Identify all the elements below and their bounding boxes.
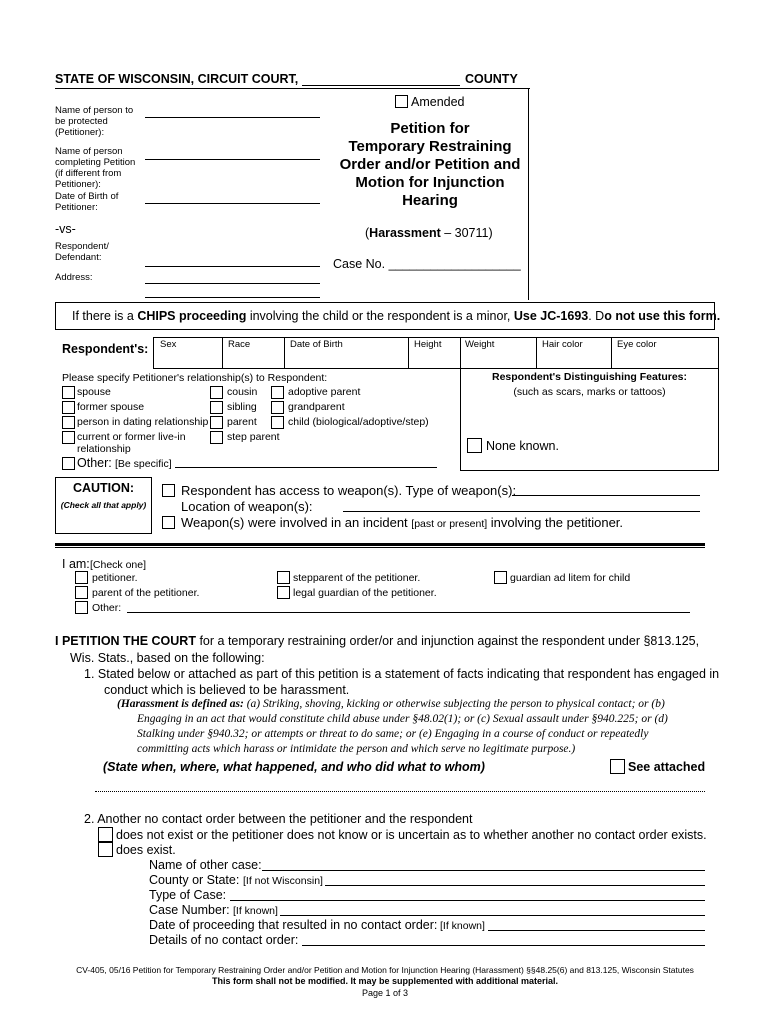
live-in-checkbox[interactable] (62, 431, 75, 444)
case-number-hint: [If known] (233, 905, 278, 917)
col-eye[interactable]: Eye color (617, 339, 657, 350)
proceeding-date-field[interactable] (488, 919, 705, 931)
respondents-label: Respondent's: (62, 342, 149, 356)
petitioner-dob-field[interactable] (145, 194, 320, 204)
iam-guardian-label: legal guardian of the petitioner. (293, 587, 437, 599)
item2-text: 2. Another no contact order between the petitioner and the respondent (84, 812, 473, 826)
dob-label: Date of Birth of Petitioner: (55, 191, 119, 213)
harassment-definition-2: Engaging in an act that would constitute child abuse under §48.02(1); or (c) Sexual assault under §940.225; or (d) (137, 713, 668, 725)
col-divider (222, 337, 223, 369)
weapon-access-checkbox[interactable] (162, 484, 175, 497)
features-subtitle: (such as scars, marks or tattoos) (513, 386, 666, 398)
iam-label: I am: (62, 557, 90, 571)
iam-other-label: Other: (92, 602, 122, 614)
respondent-name-field[interactable] (145, 257, 320, 267)
page-number: Page 1 of 3 (361, 988, 409, 998)
iam-gal-checkbox[interactable] (494, 571, 507, 584)
form-title: Petition for Temporary Restraining Order and/or Petition and Motion for Injunction Hearing (339, 120, 521, 209)
iam-petitioner-label: petitioner. (92, 572, 138, 584)
cousin-checkbox[interactable] (210, 386, 223, 399)
dating-checkbox[interactable] (62, 416, 75, 429)
col-weight[interactable]: Weight (465, 339, 495, 350)
grandparent-label: grandparent (288, 401, 345, 413)
see-attached-label: See attached (628, 760, 706, 774)
iam-other-field[interactable] (127, 602, 690, 613)
completing-label: Name of person completing Petition (if different from Petitioner): (55, 146, 136, 190)
iam-stepparent-checkbox[interactable] (277, 571, 290, 584)
versus-label: -vs- (55, 222, 76, 236)
other-case-name-label: Name of other case: (149, 858, 262, 872)
modification-notice: This form shall not be modified. It may be supplemented with additional material. (211, 976, 559, 986)
completing-name-field[interactable] (145, 150, 320, 160)
grandparent-checkbox[interactable] (271, 401, 284, 414)
petition-intro-2: Wis. Stats., based on the following: (70, 651, 265, 665)
col-race[interactable]: Race (228, 339, 251, 350)
caution-title: CAUTION: (72, 481, 135, 495)
case-type-field[interactable] (230, 889, 705, 901)
child-checkbox[interactable] (271, 416, 284, 429)
petition-intro: I PETITION THE COURT for a temporary restraining order/or and injunction against the respondent under §813.125, (55, 634, 700, 648)
case-number-label: Case Number: (149, 903, 230, 917)
iam-stepparent-label: stepparent of the petitioner. (293, 572, 421, 584)
adoptive-parent-checkbox[interactable] (271, 386, 284, 399)
other-relationship-checkbox[interactable] (62, 457, 75, 470)
caution-hint: (Check all that apply) (60, 500, 147, 510)
harassment-code: (Harassment – 30711) (365, 226, 493, 240)
live-in-label: current or former live-in relationship (77, 431, 186, 455)
none-known-checkbox[interactable] (467, 438, 482, 453)
other-relationship-label: Other: (77, 456, 112, 470)
harassment-definition-1: (Harassment is defined as: (a) Striking, shoving, kicking or otherwise subjecting the person to physical contact; or (b) (117, 698, 665, 710)
sibling-checkbox[interactable] (210, 401, 223, 414)
col-hair[interactable]: Hair color (542, 339, 583, 350)
see-attached-checkbox[interactable] (610, 759, 625, 774)
exist-label: does exist. (116, 843, 176, 857)
exist-checkbox[interactable] (98, 842, 113, 857)
weapon-type-field[interactable] (512, 484, 700, 496)
county-state-hint: [If not Wisconsin] (243, 875, 323, 887)
parent-label: parent (227, 416, 257, 428)
step-parent-label: step parent (227, 431, 280, 443)
iam-parent-checkbox[interactable] (75, 586, 88, 599)
chips-notice: If there is a CHIPS proceeding involving the child or the respondent is a minor, Use JC-1693. Do not use this form. (72, 309, 721, 323)
col-divider (408, 337, 409, 369)
iam-guardian-checkbox[interactable] (277, 586, 290, 599)
respondent-label: Respondent/ Defendant: (55, 241, 109, 263)
header-rule (55, 88, 530, 89)
amended-label: Amended (411, 95, 465, 109)
cousin-label: cousin (227, 386, 258, 398)
item1-text-2: conduct which is believed to be harassment. (104, 683, 350, 697)
spouse-label: spouse (77, 386, 111, 398)
not-exist-label: does not exist or the petitioner does not know or is uncertain as to whether another no contact order exists. (116, 828, 707, 842)
parent-checkbox[interactable] (210, 416, 223, 429)
weapon-incident-label: Weapon(s) were involved in an incident [past or present] involving the petitioner. (181, 515, 624, 530)
col-divider (536, 337, 537, 369)
iam-hint: [Check one] (90, 559, 147, 571)
details-label: Details of no contact order: (149, 933, 299, 947)
section-rule-thin (55, 547, 705, 548)
former-spouse-label: former spouse (77, 401, 145, 413)
weapon-location-label: Location of weapon(s): (181, 499, 313, 514)
county-field[interactable] (302, 73, 460, 86)
state-instruction: (State when, where, what happened, and who did what to whom) (103, 760, 485, 774)
sibling-label: sibling (227, 401, 257, 413)
other-relationship-hint: [Be specific] (115, 458, 172, 470)
amended-checkbox[interactable] (395, 95, 408, 108)
iam-petitioner-checkbox[interactable] (75, 571, 88, 584)
details-field[interactable] (302, 934, 705, 946)
child-label: child (biological/adoptive/step) (288, 416, 429, 428)
iam-other-checkbox[interactable] (75, 601, 88, 614)
col-divider (611, 337, 612, 369)
address-line-2[interactable] (145, 288, 320, 298)
county-label: COUNTY (465, 72, 518, 86)
proceeding-date-hint: [If known] (440, 920, 485, 932)
proceeding-date-label: Date of proceeding that resulted in no contact order: (149, 918, 438, 932)
iam-parent-label: parent of the petitioner. (92, 587, 200, 599)
harassment-definition-3: Stalking under §940.32; or attempts or threat to do same; or (e) Engaging in a course of conduct or repeatedly (137, 728, 649, 740)
other-case-number-field[interactable] (280, 904, 705, 916)
spouse-checkbox[interactable] (62, 386, 75, 399)
step-parent-checkbox[interactable] (210, 431, 223, 444)
col-sex[interactable]: Sex (160, 339, 177, 350)
other-relationship-field[interactable] (175, 457, 437, 468)
petitioner-name-field[interactable] (145, 108, 320, 118)
county-state-label: County or State: (149, 873, 240, 887)
col-divider (284, 337, 285, 369)
other-case-name-field[interactable] (262, 859, 705, 871)
iam-gal-label: guardian ad litem for child (510, 572, 631, 584)
col-divider (460, 337, 461, 369)
harassment-definition-4: committing acts which harass or intimidate the person and which serve no legitimate purpose.) (137, 743, 576, 755)
features-title: Respondent's Distinguishing Features: (491, 371, 687, 383)
relationship-heading: Please specify Petitioner's relationship(s) to Respondent: (62, 372, 328, 384)
county-state-field[interactable] (325, 874, 705, 886)
adoptive-parent-label: adoptive parent (288, 386, 361, 398)
none-known-label: None known. (486, 439, 559, 453)
former-spouse-checkbox[interactable] (62, 401, 75, 414)
case-type-label: Type of Case: (149, 888, 227, 902)
weapon-location-field[interactable] (343, 500, 700, 512)
address-line-1[interactable] (145, 274, 320, 284)
petitioner-label: Name of person to be protected (Petitioner): (55, 105, 134, 138)
weapon-access-label: Respondent has access to weapon(s). Type of weapon(s): (181, 483, 517, 498)
case-number-field[interactable]: Case No. ___________________ (333, 257, 521, 271)
form-citation: CV-405, 05/16 Petition for Temporary Restraining Order and/or Petition and Motion for Injunction Hearing (Harassment) §§48.25(6) and 813.125, Wisconsin Statutes (76, 965, 694, 975)
item1-text: 1. Stated below or attached as part of this petition is a statement of facts indicating that respondent has engaged in (84, 667, 720, 681)
col-height[interactable]: Height (414, 339, 442, 350)
dating-label: person in dating relationship (77, 416, 209, 428)
address-label: Address: (55, 272, 93, 283)
not-exist-checkbox[interactable] (98, 827, 113, 842)
features-box (460, 369, 719, 471)
section-rule (55, 543, 705, 546)
facts-field[interactable] (95, 780, 705, 792)
weapon-incident-checkbox[interactable] (162, 516, 175, 529)
col-dob[interactable]: Date of Birth (290, 339, 343, 350)
court-heading: STATE OF WISCONSIN, CIRCUIT COURT, (55, 72, 299, 86)
